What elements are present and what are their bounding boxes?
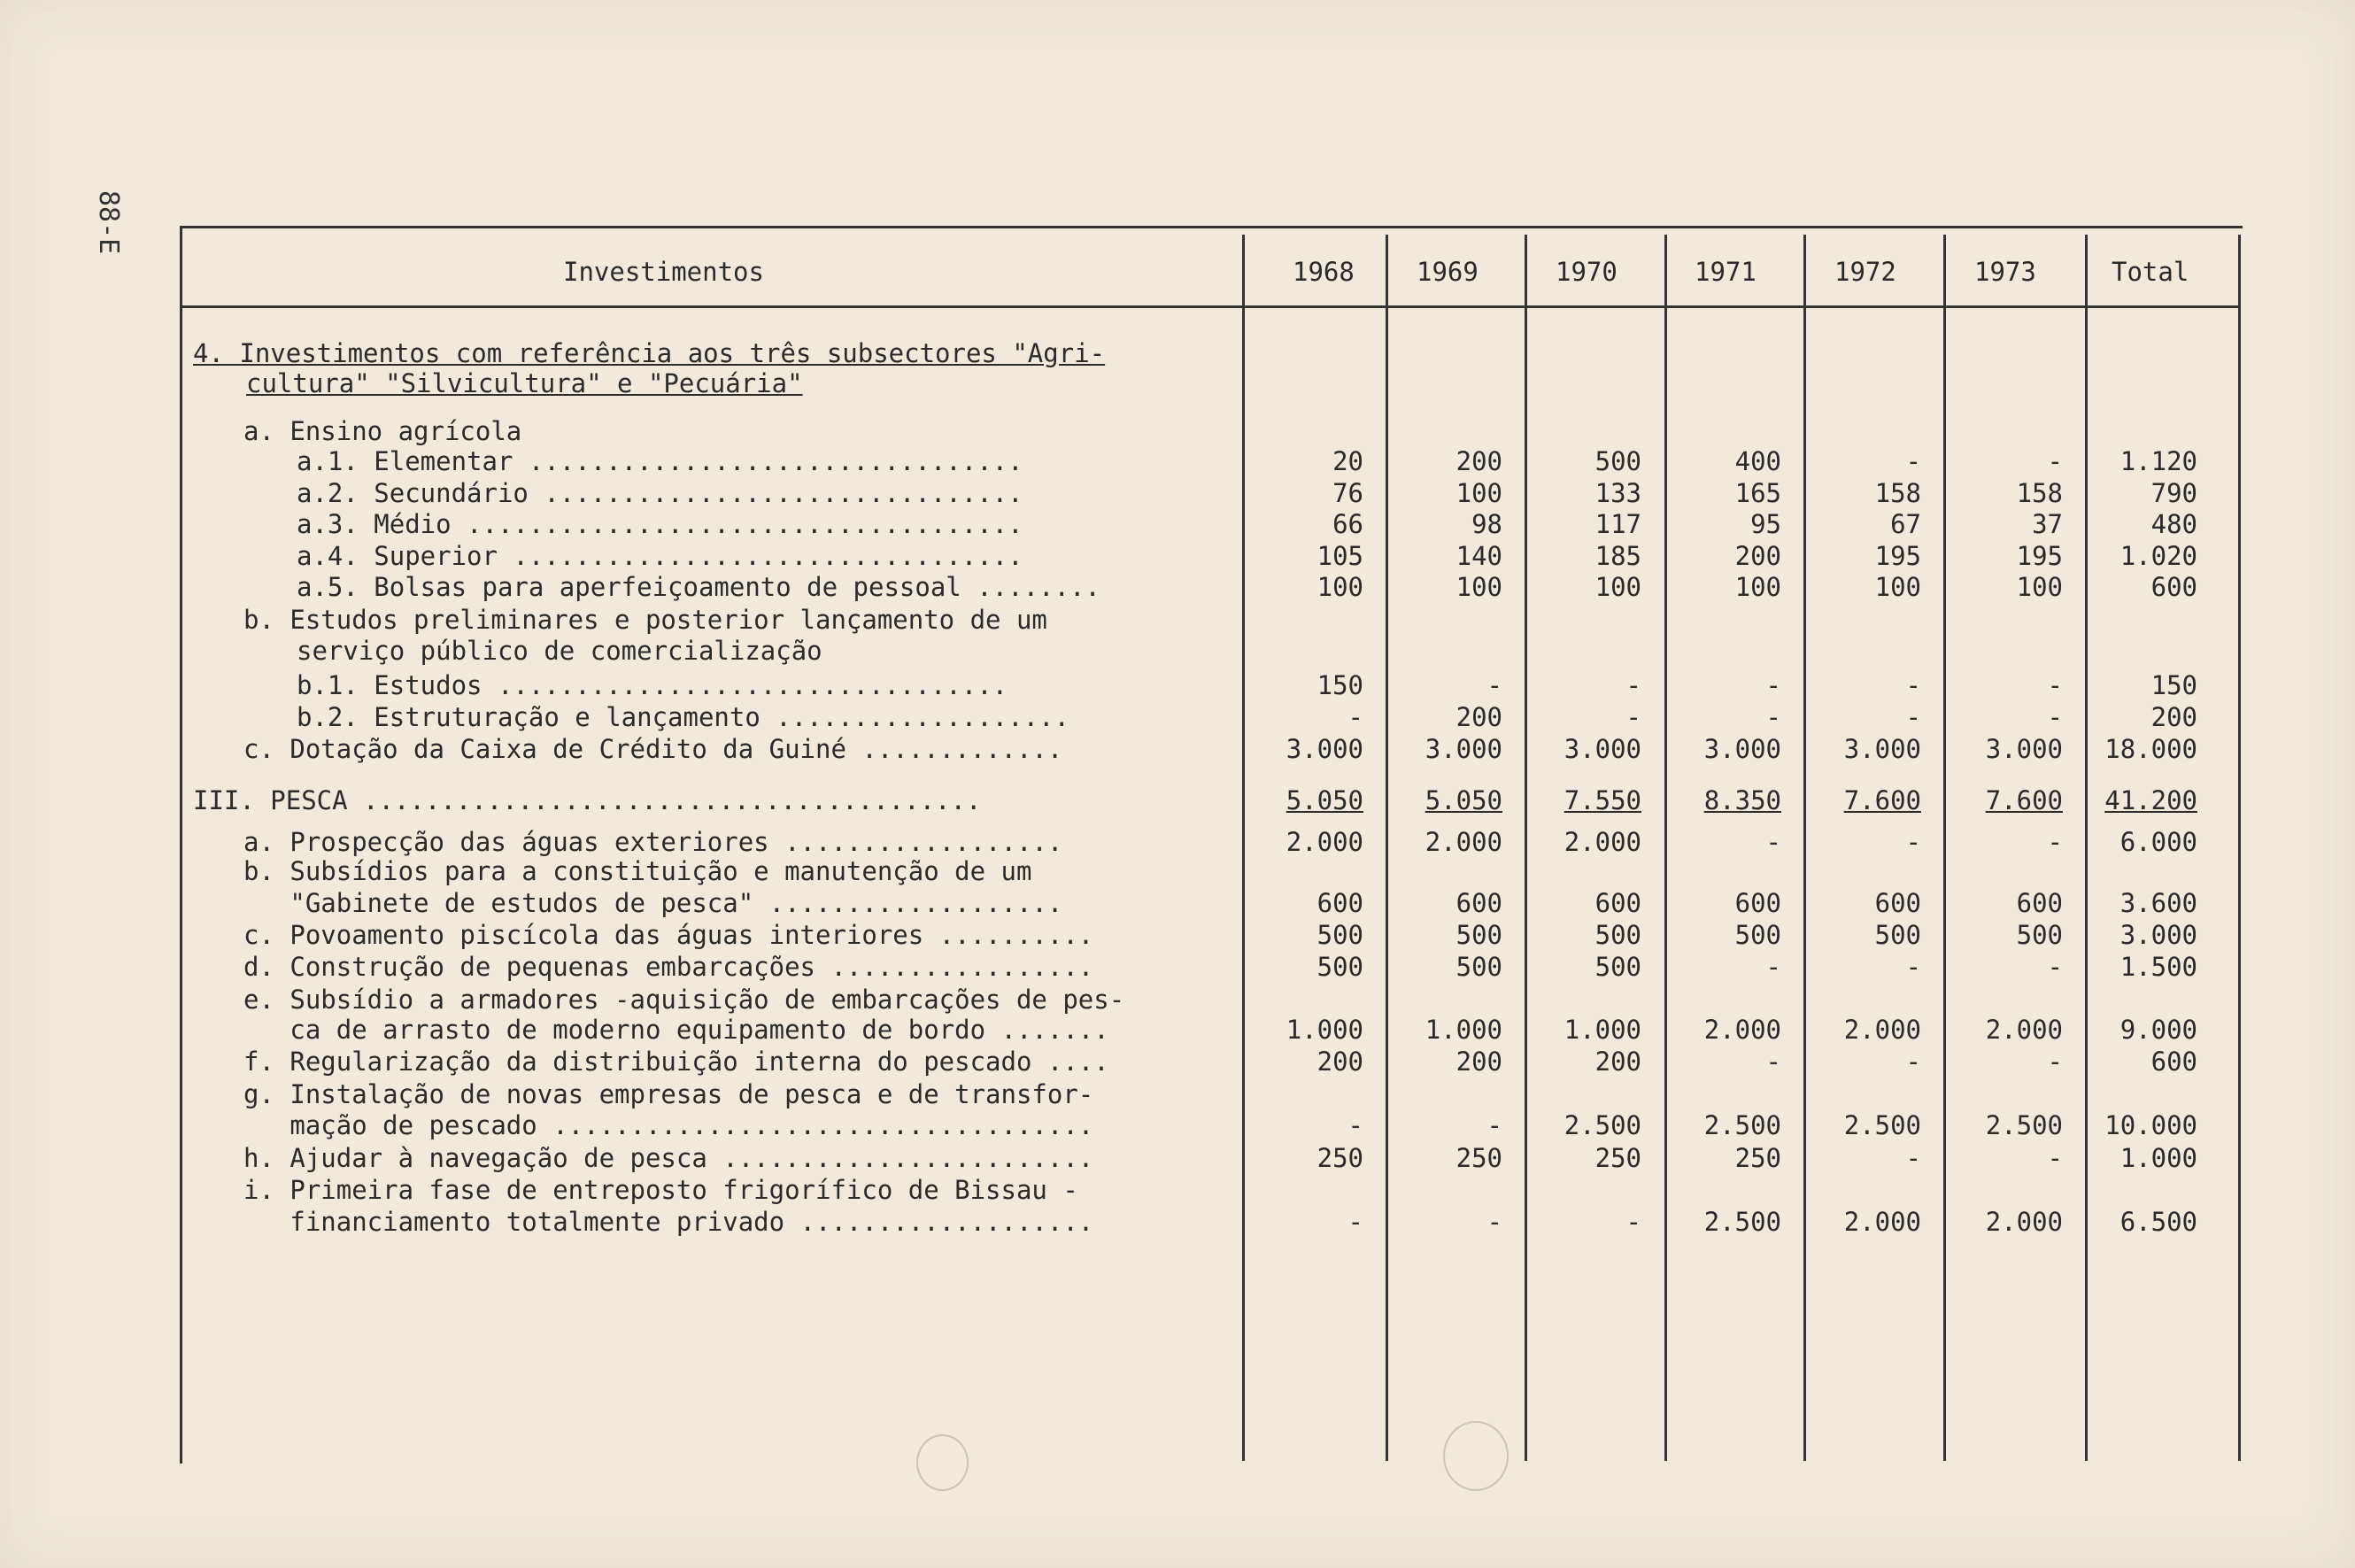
cell-1973: 2.500 (1985, 1110, 2063, 1140)
cell-total: 480 (2150, 509, 2197, 539)
table-row (0, 541, 2355, 573)
header-rule (180, 305, 2240, 308)
table-row (0, 636, 2355, 668)
cell-total: 200 (2150, 702, 2197, 732)
cell-1968: 600 (1316, 888, 1363, 918)
cell-total: 1.500 (2120, 952, 2197, 982)
cell-1971: 600 (1734, 888, 1781, 918)
cell-1973: - (2047, 670, 2063, 700)
cell-1972: - (1905, 952, 1921, 982)
table-row (0, 670, 2355, 702)
table-row (0, 1015, 2355, 1047)
table-row (0, 478, 2355, 510)
table-row (0, 605, 2355, 637)
cell-1973: 500 (2016, 920, 2063, 950)
cell-1969: - (1486, 670, 1502, 700)
table-row (0, 734, 2355, 766)
header-1973: 1973 (1974, 257, 2036, 287)
cell-1969: 200 (1455, 1047, 1502, 1077)
cell-1971: 500 (1734, 920, 1781, 950)
table-row (0, 1143, 2355, 1175)
cell-1968: 20 (1332, 446, 1363, 476)
cell-1971: 200 (1734, 541, 1781, 571)
cell-1969: 500 (1455, 920, 1502, 950)
table-row (0, 572, 2355, 604)
row-description: mação de pescado ................................... (243, 1110, 1094, 1140)
cell-1972: 2.000 (1843, 1015, 1921, 1045)
cell-1969: - (1486, 1207, 1502, 1237)
cell-1973: - (2047, 1047, 2063, 1077)
cell-1971: 250 (1734, 1143, 1781, 1173)
cell-1970: 2.000 (1564, 827, 1641, 857)
cell-1973: 195 (2016, 541, 2063, 571)
cell-1968: 500 (1316, 952, 1363, 982)
row-description: e. Subsídio a armadores -aquisição de embarcações de pes- (243, 985, 1125, 1015)
cell-total: 600 (2150, 572, 2197, 602)
cell-total: 150 (2150, 670, 2197, 700)
cell-1969: 1.000 (1425, 1015, 1502, 1045)
row-description: a.3. Médio .................................... (297, 509, 1023, 539)
cell-1968: 250 (1316, 1143, 1363, 1173)
cell-1973: 7.600 (1985, 785, 2063, 815)
cell-1969: 140 (1455, 541, 1502, 571)
cell-1972: 195 (1874, 541, 1921, 571)
cell-1971: 100 (1734, 572, 1781, 602)
cell-1970: - (1625, 702, 1641, 732)
cell-1971: 3.000 (1703, 734, 1781, 764)
cell-1973: 2.000 (1985, 1207, 2063, 1237)
cell-1968: - (1347, 1207, 1363, 1237)
cell-1969: 100 (1455, 572, 1502, 602)
header-1970: 1970 (1556, 257, 1618, 287)
row-description: c. Povoamento piscícola das águas interiores .......... (243, 920, 1094, 950)
cell-1968: 3.000 (1286, 734, 1363, 764)
cell-1968: 200 (1316, 1047, 1363, 1077)
cell-1973: - (2047, 702, 2063, 732)
paper-mark (916, 1434, 969, 1491)
table-row (0, 985, 2355, 1016)
cell-total: 3.000 (2120, 920, 2197, 950)
cell-1972: - (1905, 670, 1921, 700)
cell-1970: - (1625, 1207, 1641, 1237)
cell-total: 3.600 (2120, 888, 2197, 918)
cell-1970: 2.500 (1564, 1110, 1641, 1140)
cell-1973: 2.000 (1985, 1015, 2063, 1045)
row-description: b.2. Estruturação e lançamento ................... (297, 702, 1069, 732)
cell-1968: 66 (1332, 509, 1363, 539)
header-1969: 1969 (1417, 257, 1479, 287)
cell-1972: - (1905, 702, 1921, 732)
cell-1968: - (1347, 1110, 1363, 1140)
table-row (0, 509, 2355, 541)
cell-1972: - (1905, 1143, 1921, 1173)
cell-1973: 100 (2016, 572, 2063, 602)
row-description: b. Estudos preliminares e posterior lançamento de um (243, 605, 1047, 635)
row-description: "Gabinete de estudos de pesca" ................... (243, 888, 1063, 918)
cell-1973: 158 (2016, 478, 2063, 508)
cell-1970: 117 (1594, 509, 1641, 539)
cell-1971: 165 (1734, 478, 1781, 508)
header-1968: 1968 (1293, 257, 1355, 287)
cell-1969: 500 (1455, 952, 1502, 982)
table-row (0, 1110, 2355, 1142)
cell-total: 41.200 (2104, 785, 2197, 815)
cell-total: 1.020 (2120, 541, 2197, 571)
cell-1968: 105 (1316, 541, 1363, 571)
cell-1973: 3.000 (1985, 734, 2063, 764)
table-row (0, 702, 2355, 734)
cell-1968: 2.000 (1286, 827, 1363, 857)
row-description: a.1. Elementar ................................ (297, 446, 1023, 476)
row-description: f. Regularização da distribuição interna do pescado .... (243, 1047, 1109, 1077)
table-row (0, 338, 2355, 370)
header-1971: 1971 (1695, 257, 1757, 287)
row-description: a.4. Superior ................................. (297, 541, 1023, 571)
row-description: a.5. Bolsas para aperfeiçoamento de pessoal ........ (297, 572, 1100, 602)
cell-1968: 100 (1316, 572, 1363, 602)
cell-total: 790 (2150, 478, 2197, 508)
cell-1971: - (1765, 1047, 1781, 1077)
cell-1970: 1.000 (1564, 1015, 1641, 1045)
cell-1972: - (1905, 827, 1921, 857)
cell-1973: 600 (2016, 888, 2063, 918)
cell-1971: 2.500 (1703, 1207, 1781, 1237)
cell-1970: 133 (1594, 478, 1641, 508)
table-row (0, 1207, 2355, 1239)
cell-1969: 3.000 (1425, 734, 1502, 764)
cell-1972: 500 (1874, 920, 1921, 950)
cell-1969: 600 (1455, 888, 1502, 918)
cell-total: 1.000 (2120, 1143, 2197, 1173)
cell-1968: - (1347, 702, 1363, 732)
cell-1972: 158 (1874, 478, 1921, 508)
row-description: d. Construção de pequenas embarcações ................. (243, 952, 1094, 982)
paper-mark (1443, 1421, 1509, 1491)
row-description: h. Ajudar à navegação de pesca ........................ (243, 1143, 1094, 1173)
cell-1969: 250 (1455, 1143, 1502, 1173)
cell-total: 600 (2150, 1047, 2197, 1077)
header-total: Total (2112, 257, 2189, 287)
cell-total: 18.000 (2104, 734, 2197, 764)
cell-1971: - (1765, 702, 1781, 732)
row-description: c. Dotação da Caixa de Crédito da Guiné ............. (243, 734, 1063, 764)
cell-1970: 100 (1594, 572, 1641, 602)
table-row (0, 1175, 2355, 1207)
cell-total: 1.120 (2120, 446, 2197, 476)
table-row (0, 368, 2355, 400)
cell-total: 6.500 (2120, 1207, 2197, 1237)
cell-1970: - (1625, 670, 1641, 700)
cell-1970: 250 (1594, 1143, 1641, 1173)
cell-1969: 2.000 (1425, 827, 1502, 857)
cell-1973: 37 (2032, 509, 2063, 539)
cell-1972: 100 (1874, 572, 1921, 602)
row-description: III. PESCA ........................................ (193, 785, 982, 815)
cell-1973: - (2047, 827, 2063, 857)
cell-1971: 400 (1734, 446, 1781, 476)
table-row (0, 416, 2355, 448)
header-1972: 1972 (1834, 257, 1896, 287)
cell-1971: - (1765, 670, 1781, 700)
cell-1970: 7.550 (1564, 785, 1641, 815)
cell-1969: 5.050 (1425, 785, 1502, 815)
cell-1968: 76 (1332, 478, 1363, 508)
table-row (0, 888, 2355, 920)
cell-1971: 2.000 (1703, 1015, 1781, 1045)
table-row (0, 1047, 2355, 1078)
row-description: ca de arrasto de moderno equipamento de bordo ....... (243, 1015, 1109, 1045)
cell-1972: - (1905, 446, 1921, 476)
cell-1973: - (2047, 1143, 2063, 1173)
table-row (0, 856, 2355, 888)
cell-1972: 2.000 (1843, 1207, 1921, 1237)
table-row (0, 952, 2355, 984)
cell-1970: 500 (1594, 952, 1641, 982)
cell-1972: 67 (1890, 509, 1921, 539)
cell-1971: 95 (1750, 509, 1781, 539)
table-row (0, 827, 2355, 859)
table-row (0, 785, 2355, 817)
row-description: a. Ensino agrícola (243, 416, 522, 446)
table-row (0, 920, 2355, 952)
cell-total: 10.000 (2104, 1110, 2197, 1140)
cell-1972: 2.500 (1843, 1110, 1921, 1140)
cell-1972: - (1905, 1047, 1921, 1077)
cell-1968: 500 (1316, 920, 1363, 950)
cell-1970: 500 (1594, 920, 1641, 950)
cell-1971: - (1765, 827, 1781, 857)
row-description: financiamento totalmente privado ................... (243, 1207, 1094, 1237)
cell-1971: 8.350 (1703, 785, 1781, 815)
row-description: serviço público de comercialização (297, 636, 822, 666)
cell-1973: - (2047, 952, 2063, 982)
cell-1969: 200 (1455, 446, 1502, 476)
cell-1968: 1.000 (1286, 1015, 1363, 1045)
cell-1969: 200 (1455, 702, 1502, 732)
cell-1973: - (2047, 446, 2063, 476)
header-investimentos: Investimentos (563, 257, 764, 287)
row-description: b.1. Estudos ................................. (297, 670, 1008, 700)
row-description: cultura" "Silvicultura" e "Pecuária" (246, 368, 803, 398)
cell-1970: 600 (1594, 888, 1641, 918)
page-id: 88-E (93, 190, 124, 255)
cell-1970: 185 (1594, 541, 1641, 571)
cell-total: 9.000 (2120, 1015, 2197, 1045)
row-description: g. Instalação de novas empresas de pesca e de transfor- (243, 1079, 1094, 1109)
cell-1968: 5.050 (1286, 785, 1363, 815)
cell-1969: 100 (1455, 478, 1502, 508)
cell-1970: 500 (1594, 446, 1641, 476)
cell-1972: 7.600 (1843, 785, 1921, 815)
cell-total: 6.000 (2120, 827, 2197, 857)
row-description: i. Primeira fase de entreposto frigorífico de Bissau - (243, 1175, 1078, 1205)
cell-1970: 200 (1594, 1047, 1641, 1077)
table-row (0, 446, 2355, 478)
cell-1972: 3.000 (1843, 734, 1921, 764)
row-description: b. Subsídios para a constituição e manutenção de um (243, 856, 1032, 886)
cell-1968: 150 (1316, 670, 1363, 700)
row-description: a.2. Secundário ............................... (297, 478, 1023, 508)
cell-1970: 3.000 (1564, 734, 1641, 764)
cell-1972: 600 (1874, 888, 1921, 918)
table-row (0, 1079, 2355, 1111)
row-description: 4. Investimentos com referência aos três subsectores "Agri- (193, 338, 1106, 368)
cell-1969: 98 (1471, 509, 1502, 539)
row-description: a. Prospecção das águas exteriores .................. (243, 827, 1063, 857)
cell-1971: - (1765, 952, 1781, 982)
cell-1971: 2.500 (1703, 1110, 1781, 1140)
cell-1969: - (1486, 1110, 1502, 1140)
